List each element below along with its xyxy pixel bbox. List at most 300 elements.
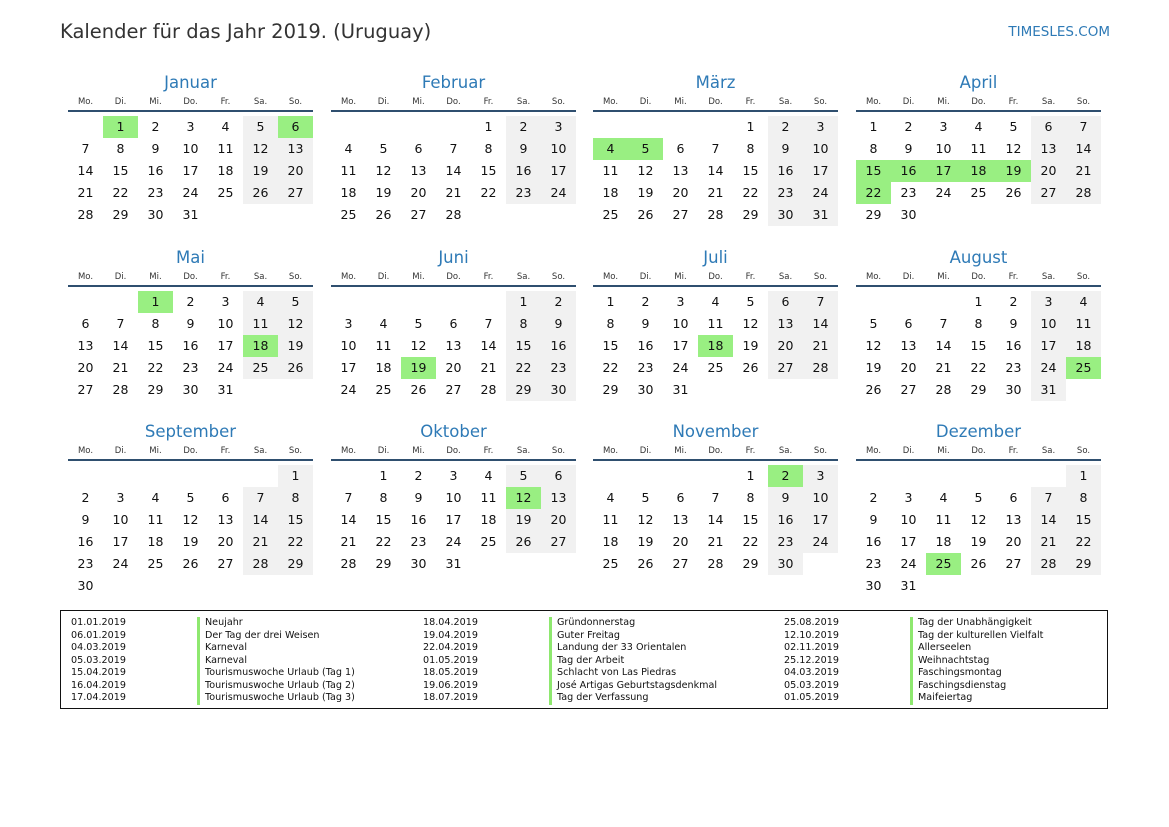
day-cell: 21 xyxy=(480,360,497,375)
holiday-date: 19.06.2019 xyxy=(423,679,478,691)
holiday-date: 25.08.2019 xyxy=(784,617,839,628)
day-cell: 8 xyxy=(151,316,160,331)
weekday-label: Fr. xyxy=(220,272,231,282)
holiday-date: 25.12.2019 xyxy=(784,654,839,666)
weekday-label: Sa. xyxy=(253,272,268,282)
holiday-date: 12.10.2019 xyxy=(784,629,839,641)
day-cell: 22 xyxy=(742,185,759,200)
day-cell: 5 xyxy=(506,465,541,487)
day-cell: 21 xyxy=(112,360,129,375)
holiday-row xyxy=(784,680,1043,693)
day-cell: 25 xyxy=(970,185,987,200)
day-cell: 10 xyxy=(672,316,689,331)
day-cell: 29 xyxy=(742,207,759,222)
day-cell: 8 xyxy=(746,141,755,156)
day-cell: 9 xyxy=(768,487,803,509)
weekday-label: So. xyxy=(551,272,566,282)
holiday-day-cell: 4 xyxy=(593,138,628,160)
day-cell: 21 xyxy=(707,185,724,200)
day-cell: 4 xyxy=(484,468,493,483)
day-cell: 7 xyxy=(116,316,125,331)
weekday-label: Mo. xyxy=(865,272,882,282)
empty-cell xyxy=(628,116,663,138)
holiday-day-cell: 18 xyxy=(961,160,996,182)
day-cell: 17 xyxy=(803,160,838,182)
day-cell: 24 xyxy=(340,382,357,397)
day-cell: 16 xyxy=(182,338,199,353)
day-cell: 7 xyxy=(1066,116,1101,138)
weekday-label: Do. xyxy=(708,272,723,282)
holiday-date: 01.01.2019 xyxy=(71,617,126,628)
holiday-name: Karneval xyxy=(197,642,247,655)
holiday-name: Faschingsdienstag xyxy=(910,680,1006,693)
day-cell: 12 xyxy=(1005,141,1022,156)
day-cell: 23 xyxy=(410,534,427,549)
day-cell: 31 xyxy=(445,556,462,571)
holiday-date: 18.04.2019 xyxy=(423,617,478,628)
day-cell: 10 xyxy=(803,138,838,160)
day-cell: 4 xyxy=(379,316,388,331)
day-cell: 23 xyxy=(182,360,199,375)
day-grid xyxy=(68,291,313,401)
day-cell: 25 xyxy=(147,556,164,571)
day-cell: 4 xyxy=(606,490,615,505)
month-name: November xyxy=(672,422,759,441)
weekday-header xyxy=(856,443,1101,461)
day-cell: 25 xyxy=(243,357,278,379)
day-cell: 15 xyxy=(742,163,759,178)
day-cell: 24 xyxy=(900,556,917,571)
holiday-name: Maifeiertag xyxy=(910,692,972,705)
day-cell: 10 xyxy=(900,512,917,527)
month-name: Juni xyxy=(438,248,469,267)
weekday-label: Fr. xyxy=(745,446,756,456)
day-cell: 25 xyxy=(602,207,619,222)
weekday-label: Mi. xyxy=(412,272,425,282)
day-cell: 29 xyxy=(278,553,313,575)
day-cell: 19 xyxy=(182,534,199,549)
day-cell: 21 xyxy=(707,534,724,549)
weekday-label: Do. xyxy=(446,97,461,107)
empty-cell xyxy=(961,465,996,487)
day-cell: 27 xyxy=(1005,556,1022,571)
day-cell: 7 xyxy=(243,487,278,509)
holiday-day-cell: 19 xyxy=(401,357,436,379)
day-cell: 17 xyxy=(340,360,357,375)
day-cell: 19 xyxy=(375,185,392,200)
day-cell: 16 xyxy=(637,338,654,353)
month-6 xyxy=(331,247,576,401)
day-cell: 16 xyxy=(1005,338,1022,353)
day-cell: 20 xyxy=(900,360,917,375)
holiday-day-cell: 12 xyxy=(506,487,541,509)
day-cell: 10 xyxy=(803,487,838,509)
empty-cell xyxy=(856,291,891,313)
day-cell: 24 xyxy=(1031,357,1066,379)
month-name: Juli xyxy=(703,248,728,267)
day-cell: 25 xyxy=(602,556,619,571)
day-cell: 8 xyxy=(974,316,983,331)
month-8 xyxy=(856,247,1101,401)
month-name: Dezember xyxy=(935,422,1022,441)
day-cell: 27 xyxy=(77,382,94,397)
day-cell: 1 xyxy=(606,294,615,309)
day-cell: 24 xyxy=(672,360,689,375)
holiday-day-cell: 1 xyxy=(138,291,173,313)
day-cell: 26 xyxy=(1005,185,1022,200)
day-cell: 2 xyxy=(151,119,160,134)
day-cell: 28 xyxy=(1031,553,1066,575)
empty-cell xyxy=(698,116,733,138)
day-cell: 28 xyxy=(243,553,278,575)
day-cell: 8 xyxy=(116,141,125,156)
empty-cell xyxy=(996,465,1031,487)
day-cell: 2 xyxy=(186,294,195,309)
day-cell: 31 xyxy=(900,578,917,593)
weekday-label: Mi. xyxy=(937,97,950,107)
day-cell: 25 xyxy=(375,382,392,397)
day-cell: 9 xyxy=(151,141,160,156)
weekday-label: So. xyxy=(1076,446,1091,456)
day-cell: 1 xyxy=(746,119,755,134)
holiday-row xyxy=(71,642,355,655)
day-cell: 20 xyxy=(672,185,689,200)
day-cell: 15 xyxy=(375,512,392,527)
day-cell: 13 xyxy=(672,512,689,527)
day-cell: 11 xyxy=(243,313,278,335)
day-cell: 8 xyxy=(278,487,313,509)
day-cell: 27 xyxy=(541,531,576,553)
day-cell: 24 xyxy=(217,360,234,375)
day-cell: 5 xyxy=(414,316,423,331)
day-cell: 18 xyxy=(602,534,619,549)
holiday-day-cell: 6 xyxy=(278,116,313,138)
day-cell: 28 xyxy=(340,556,357,571)
weekday-label: Di. xyxy=(639,272,652,282)
day-cell: 4 xyxy=(711,294,720,309)
weekday-label: So. xyxy=(813,446,828,456)
day-grid xyxy=(331,465,576,575)
day-cell: 6 xyxy=(449,316,458,331)
holiday-name: Tourismuswoche Urlaub (Tag 1) xyxy=(197,667,355,680)
weekday-label: Do. xyxy=(708,446,723,456)
day-cell: 6 xyxy=(414,141,423,156)
day-cell: 14 xyxy=(1066,138,1101,160)
holiday-date: 19.04.2019 xyxy=(423,629,478,641)
day-cell: 20 xyxy=(1005,534,1022,549)
weekday-header xyxy=(68,94,313,112)
day-cell: 3 xyxy=(803,465,838,487)
empty-cell xyxy=(698,465,733,487)
day-cell: 13 xyxy=(900,338,917,353)
day-cell: 20 xyxy=(768,335,803,357)
empty-cell xyxy=(891,465,926,487)
day-cell: 11 xyxy=(147,512,164,527)
day-cell: 22 xyxy=(506,357,541,379)
empty-cell xyxy=(68,465,103,487)
day-cell: 21 xyxy=(340,534,357,549)
day-cell: 7 xyxy=(484,316,493,331)
holiday-row xyxy=(71,655,355,668)
weekday-label: Mo. xyxy=(77,446,94,456)
weekday-label: Di. xyxy=(377,272,390,282)
day-cell: 28 xyxy=(445,207,462,222)
day-cell: 4 xyxy=(243,291,278,313)
day-cell: 29 xyxy=(112,207,129,222)
day-cell: 20 xyxy=(541,509,576,531)
day-grid xyxy=(856,116,1101,226)
weekday-label: Fr. xyxy=(220,446,231,456)
weekday-header xyxy=(68,269,313,287)
holiday-name: Guter Freitag xyxy=(549,630,620,643)
day-cell: 22 xyxy=(970,360,987,375)
weekday-label: So. xyxy=(1076,97,1091,107)
day-cell: 29 xyxy=(865,207,882,222)
day-cell: 30 xyxy=(410,556,427,571)
day-cell: 2 xyxy=(506,116,541,138)
weekday-label: Fr. xyxy=(483,446,494,456)
weekday-label: Sa. xyxy=(253,97,268,107)
holiday-name: Gründonnerstag xyxy=(549,617,635,630)
day-cell: 13 xyxy=(410,163,427,178)
day-cell: 8 xyxy=(606,316,615,331)
day-cell: 29 xyxy=(970,382,987,397)
day-cell: 30 xyxy=(768,553,803,575)
day-cell: 16 xyxy=(506,160,541,182)
day-grid xyxy=(593,116,838,226)
day-cell: 11 xyxy=(375,338,392,353)
day-cell: 27 xyxy=(900,382,917,397)
day-cell: 20 xyxy=(217,534,234,549)
day-cell: 26 xyxy=(970,556,987,571)
weekday-label: Sa. xyxy=(1041,97,1056,107)
empty-cell xyxy=(856,465,891,487)
empty-cell xyxy=(436,291,471,313)
weekday-label: So. xyxy=(813,272,828,282)
day-cell: 5 xyxy=(186,490,195,505)
day-cell: 29 xyxy=(375,556,392,571)
weekday-label: Do. xyxy=(446,446,461,456)
day-cell: 2 xyxy=(414,468,423,483)
holiday-column-2 xyxy=(423,617,717,705)
weekday-label: Fr. xyxy=(483,97,494,107)
weekday-label: Do. xyxy=(971,97,986,107)
month-5 xyxy=(68,247,313,401)
empty-cell xyxy=(173,465,208,487)
day-cell: 21 xyxy=(935,360,952,375)
day-cell: 17 xyxy=(182,163,199,178)
holiday-row xyxy=(423,655,717,668)
empty-cell xyxy=(593,116,628,138)
holiday-row xyxy=(784,630,1043,643)
empty-cell xyxy=(471,291,506,313)
day-cell: 24 xyxy=(541,182,576,204)
holiday-date: 01.05.2019 xyxy=(784,692,839,703)
day-cell: 3 xyxy=(1031,291,1066,313)
weekday-label: Sa. xyxy=(1041,446,1056,456)
day-cell: 17 xyxy=(1031,335,1066,357)
day-cell: 1 xyxy=(278,465,313,487)
day-cell: 31 xyxy=(672,382,689,397)
day-cell: 31 xyxy=(803,204,838,226)
holiday-name: Schlacht von Las Piedras xyxy=(549,667,676,680)
day-cell: 16 xyxy=(541,335,576,357)
day-cell: 21 xyxy=(77,185,94,200)
weekday-label: Mo. xyxy=(340,97,357,107)
empty-cell xyxy=(366,116,401,138)
holiday-date: 05.03.2019 xyxy=(71,654,126,666)
day-cell: 3 xyxy=(541,116,576,138)
day-cell: 9 xyxy=(869,512,878,527)
day-grid xyxy=(68,465,313,597)
day-cell: 9 xyxy=(506,138,541,160)
day-cell: 3 xyxy=(676,294,685,309)
holiday-date: 02.11.2019 xyxy=(784,642,839,653)
day-cell: 5 xyxy=(379,141,388,156)
day-cell: 18 xyxy=(935,534,952,549)
day-cell: 25 xyxy=(340,207,357,222)
day-cell: 18 xyxy=(480,512,497,527)
holiday-row xyxy=(784,667,1043,680)
weekday-label: Sa. xyxy=(516,272,531,282)
day-cell: 22 xyxy=(112,185,129,200)
day-cell: 1 xyxy=(974,294,983,309)
day-cell: 5 xyxy=(869,316,878,331)
holiday-date: 04.03.2019 xyxy=(71,642,126,653)
day-cell: 29 xyxy=(147,382,164,397)
day-cell: 11 xyxy=(602,512,619,527)
day-cell: 24 xyxy=(803,531,838,553)
day-grid xyxy=(593,465,838,575)
day-cell: 16 xyxy=(147,163,164,178)
holiday-day-cell: 25 xyxy=(1066,357,1101,379)
holiday-row xyxy=(784,692,1043,705)
holiday-day-cell: 16 xyxy=(891,160,926,182)
month-11 xyxy=(593,421,838,575)
day-cell: 1 xyxy=(746,468,755,483)
day-cell: 21 xyxy=(803,335,838,357)
day-cell: 3 xyxy=(344,316,353,331)
weekday-header xyxy=(68,443,313,461)
day-cell: 8 xyxy=(506,313,541,335)
holiday-row xyxy=(71,617,355,630)
day-cell: 27 xyxy=(672,207,689,222)
weekday-label: Mi. xyxy=(937,446,950,456)
weekday-label: So. xyxy=(551,97,566,107)
holiday-name: Landung der 33 Orientalen xyxy=(549,642,686,655)
day-cell: 4 xyxy=(939,490,948,505)
day-cell: 14 xyxy=(803,313,838,335)
weekday-label: Fr. xyxy=(1008,97,1019,107)
day-grid xyxy=(331,116,576,226)
day-cell: 23 xyxy=(541,357,576,379)
day-grid xyxy=(68,116,313,226)
day-cell: 14 xyxy=(340,512,357,527)
day-cell: 11 xyxy=(340,163,357,178)
weekday-label: So. xyxy=(288,272,303,282)
weekday-header xyxy=(331,443,576,461)
weekday-label: Mi. xyxy=(149,97,162,107)
weekday-label: Mo. xyxy=(77,272,94,282)
empty-cell xyxy=(103,465,138,487)
day-cell: 30 xyxy=(147,207,164,222)
empty-cell xyxy=(401,116,436,138)
day-cell: 10 xyxy=(112,512,129,527)
day-cell: 18 xyxy=(375,360,392,375)
day-cell: 15 xyxy=(1066,509,1101,531)
day-cell: 6 xyxy=(81,316,90,331)
empty-cell xyxy=(331,116,366,138)
day-cell: 17 xyxy=(112,534,129,549)
day-cell: 19 xyxy=(970,534,987,549)
day-cell: 7 xyxy=(939,316,948,331)
day-cell: 10 xyxy=(217,316,234,331)
day-cell: 20 xyxy=(445,360,462,375)
day-cell: 21 xyxy=(243,531,278,553)
holiday-date: 01.05.2019 xyxy=(423,654,478,666)
day-cell: 11 xyxy=(602,163,619,178)
day-cell: 24 xyxy=(112,556,129,571)
day-cell: 23 xyxy=(768,531,803,553)
day-cell: 2 xyxy=(81,490,90,505)
weekday-label: So. xyxy=(813,97,828,107)
day-cell: 13 xyxy=(768,313,803,335)
day-cell: 13 xyxy=(445,338,462,353)
day-cell: 2 xyxy=(904,119,913,134)
empty-cell xyxy=(366,291,401,313)
holiday-name: Der Tag der drei Weisen xyxy=(197,630,319,643)
holiday-date: 18.05.2019 xyxy=(423,667,478,678)
holiday-list xyxy=(60,610,1108,709)
holiday-day-cell: 17 xyxy=(926,160,961,182)
holiday-day-cell: 19 xyxy=(996,160,1031,182)
day-cell: 31 xyxy=(182,207,199,222)
empty-cell xyxy=(68,116,103,138)
day-cell: 11 xyxy=(1066,313,1101,335)
day-cell: 20 xyxy=(278,160,313,182)
holiday-day-cell: 15 xyxy=(856,160,891,182)
holiday-name: Tourismuswoche Urlaub (Tag 2) xyxy=(197,680,355,693)
day-cell: 1 xyxy=(379,468,388,483)
empty-cell xyxy=(926,465,961,487)
day-cell: 6 xyxy=(904,316,913,331)
day-cell: 6 xyxy=(541,465,576,487)
day-cell: 30 xyxy=(768,204,803,226)
day-cell: 22 xyxy=(602,360,619,375)
day-cell: 30 xyxy=(900,207,917,222)
weekday-label: Fr. xyxy=(483,272,494,282)
holiday-row xyxy=(784,655,1043,668)
weekday-label: Mo. xyxy=(602,97,619,107)
day-cell: 17 xyxy=(217,338,234,353)
weekday-header xyxy=(856,94,1101,112)
day-cell: 4 xyxy=(974,119,983,134)
holiday-row xyxy=(784,642,1043,655)
day-cell: 23 xyxy=(768,182,803,204)
day-cell: 30 xyxy=(541,379,576,401)
month-9 xyxy=(68,421,313,597)
day-cell: 3 xyxy=(186,119,195,134)
brand-link[interactable]: TIMESLES.COM xyxy=(1008,24,1110,40)
day-cell: 9 xyxy=(768,138,803,160)
day-cell: 19 xyxy=(243,160,278,182)
day-cell: 9 xyxy=(904,141,913,156)
day-cell: 24 xyxy=(182,185,199,200)
weekday-label: Di. xyxy=(902,272,915,282)
day-cell: 27 xyxy=(672,556,689,571)
day-cell: 6 xyxy=(676,141,685,156)
weekday-label: Do. xyxy=(183,97,198,107)
